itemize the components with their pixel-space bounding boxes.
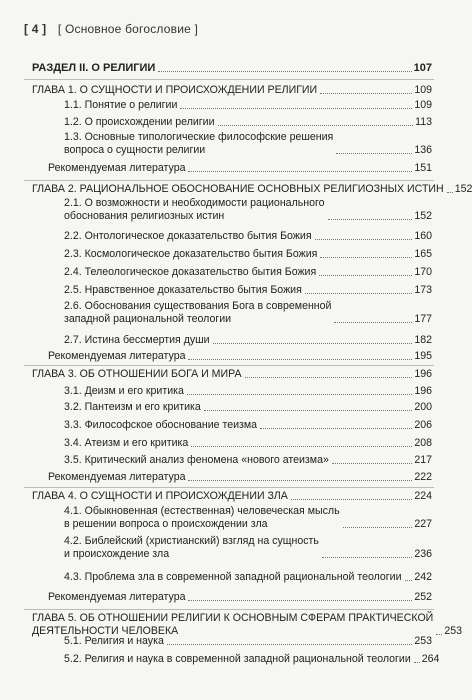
dot-leader	[336, 153, 412, 154]
dot-leader	[204, 410, 413, 411]
toc-page-number: 264	[421, 653, 440, 665]
toc-page-number: 165	[414, 248, 432, 260]
toc-entry-title: 3.1. Деизм и его критика	[64, 385, 184, 397]
toc-subsection[interactable]	[64, 571, 432, 584]
toc-entry-title: обоснования религиозных истин	[64, 210, 225, 222]
toc-entry-title: ГЛАВА 3. ОБ ОТНОШЕНИИ БОГА И МИРА	[32, 368, 242, 380]
toc-subsection[interactable]	[64, 284, 432, 297]
chapter-divider	[24, 180, 434, 181]
dot-leader	[180, 108, 412, 109]
toc-entry-title: вопроса о сущности религии	[64, 144, 206, 156]
toc-page-number: 136	[414, 144, 432, 156]
running-section-title: [ Основное богословие ]	[57, 22, 199, 36]
dot-leader	[436, 634, 442, 635]
toc-subsection[interactable]	[64, 535, 432, 561]
toc-subsection[interactable]	[64, 419, 432, 432]
toc-page-number: 253	[414, 635, 432, 647]
toc-page-number: 200	[414, 401, 432, 413]
dot-leader	[218, 125, 414, 126]
dot-leader	[319, 275, 412, 276]
toc-page-number: 217	[414, 454, 432, 466]
toc-entry-title: и происхождение зла	[64, 548, 170, 560]
toc-entry-title: 3.4. Атеизм и его критика	[64, 437, 189, 449]
chapter-divider	[24, 487, 434, 488]
toc-page-number: 109	[414, 84, 432, 96]
toc-subsection[interactable]	[64, 385, 432, 398]
dot-leader	[328, 219, 413, 220]
dot-leader	[332, 463, 412, 464]
toc-page-number: 242	[414, 571, 432, 583]
page-number: [ 4 ]	[24, 22, 47, 36]
toc-page-number: 227	[414, 518, 432, 530]
toc-page-number: 113	[415, 116, 432, 128]
toc-references[interactable]	[48, 162, 432, 175]
dot-leader	[260, 428, 412, 429]
dot-leader	[213, 343, 413, 344]
toc-page-number: 196	[414, 368, 432, 380]
toc-subsection[interactable]	[64, 197, 432, 223]
dot-leader	[343, 527, 413, 528]
toc-references[interactable]	[48, 471, 432, 484]
toc-entry-title: 2.7. Истина бессмертия души	[64, 334, 210, 346]
dot-leader	[305, 293, 412, 294]
toc-chapter[interactable]	[32, 84, 432, 97]
toc-references[interactable]	[48, 591, 432, 604]
dot-leader	[320, 257, 412, 258]
toc-page-number: 253	[444, 625, 462, 637]
toc-subsection[interactable]	[64, 505, 432, 531]
toc-entry-title: 2.3. Космологическое доказательство бытия Божия	[64, 248, 318, 260]
toc-page-number: 152	[454, 183, 472, 195]
toc-subsection[interactable]	[64, 653, 440, 666]
toc-entry-title: Рекомендуемая литература	[48, 162, 186, 174]
dot-leader	[447, 192, 453, 193]
dot-leader	[405, 580, 413, 581]
toc-entry-title: ГЛАВА 1. О СУЩНОСТИ И ПРОИСХОЖДЕНИИ РЕЛИГИИ	[32, 84, 318, 96]
toc-subsection[interactable]	[64, 266, 432, 279]
chapter-divider	[24, 609, 434, 610]
toc-entry-title: 4.2. Библейский (христианский) взгляд на сущность	[64, 535, 319, 547]
toc-page-number: 109	[414, 99, 432, 111]
toc-entry-title: 4.1. Обыкновенная (естественная) человеческая мысль	[64, 505, 340, 517]
toc-page-number: 224	[414, 490, 432, 502]
toc-chapter[interactable]	[32, 490, 432, 503]
dot-leader	[167, 644, 412, 645]
toc-references[interactable]	[48, 350, 432, 363]
toc-entry-title: ДЕЯТЕЛЬНОСТИ ЧЕЛОВЕКА	[32, 625, 179, 637]
dot-leader	[414, 662, 420, 663]
toc-entry-title: 3.5. Критический анализ феномена «нового атеизма»	[64, 454, 329, 466]
toc-entry-title: ГЛАВА 2. РАЦИОНАЛЬНОЕ ОБОСНОВАНИЕ ОСНОВНЫХ РЕЛИГИОЗНЫХ ИСТИН	[32, 183, 444, 195]
dot-leader	[315, 239, 413, 240]
toc-page-number: 195	[414, 350, 432, 362]
toc-subsection[interactable]	[64, 334, 432, 347]
dot-leader	[187, 394, 412, 395]
toc-entry-title: РАЗДЕЛ II. О РЕЛИГИИ	[32, 62, 156, 74]
toc-subsection[interactable]	[64, 230, 432, 243]
dot-leader	[291, 499, 413, 500]
toc-page-number: 252	[414, 591, 432, 603]
toc-page-number: 208	[414, 437, 432, 449]
toc-entry-title: 2.1. О возможности и необходимости рационального	[64, 197, 325, 209]
toc-page-number: 222	[414, 471, 432, 483]
toc-subsection[interactable]	[64, 300, 432, 326]
toc-entry-title: 5.2. Религия и наука в современной западной рациональной теологии	[64, 653, 411, 665]
toc-page-number: 206	[414, 419, 432, 431]
toc-entry-title: в решении вопроса о происхождении зла	[64, 518, 268, 530]
dot-leader	[245, 377, 413, 378]
toc-page-number: 151	[414, 162, 432, 174]
toc-entry-title: 1.1. Понятие о религии	[64, 99, 178, 111]
toc-page-number: 160	[414, 230, 432, 242]
toc-subsection[interactable]	[64, 401, 432, 414]
toc-page-number: 196	[414, 385, 432, 397]
dot-leader	[188, 359, 412, 360]
toc-subsection[interactable]	[64, 116, 432, 129]
toc-entry-title: 2.5. Нравственное доказательство бытия Божия	[64, 284, 302, 296]
dot-leader	[191, 446, 412, 447]
toc-subsection[interactable]	[64, 454, 432, 467]
toc-entry-title: 2.4. Телеологическое доказательство бытия Божия	[64, 266, 317, 278]
toc-page-number: 177	[414, 313, 432, 325]
dot-leader	[188, 600, 412, 601]
toc-page-number: 107	[413, 62, 432, 74]
chapter-divider	[24, 365, 434, 366]
toc-entry-title: ГЛАВА 5. ОБ ОТНОШЕНИИ РЕЛИГИИ К ОСНОВНЫМ СФЕРАМ ПРАКТИЧЕСКОЙ	[32, 612, 434, 624]
running-header	[24, 22, 198, 36]
toc-subsection[interactable]	[64, 635, 432, 648]
toc-entry-title: западной рациональной теологии	[64, 313, 232, 325]
toc-chapter[interactable]	[32, 368, 432, 381]
toc-entry-title: 1.2. О происхождении религии	[64, 116, 215, 128]
dot-leader	[188, 171, 412, 172]
toc-entry-title: 2.2. Онтологическое доказательство бытия Божия	[64, 230, 312, 242]
toc-entry-title: 2.6. Обоснования существования Бога в современной	[64, 300, 332, 312]
toc-entry-title: ГЛАВА 4. О СУЩНОСТИ И ПРОИСХОЖДЕНИИ ЗЛА	[32, 490, 288, 502]
toc-chapter[interactable]	[32, 183, 472, 196]
dot-leader	[158, 71, 411, 72]
toc-page-number: 170	[414, 266, 432, 278]
toc-subsection[interactable]	[64, 131, 432, 157]
toc-entry-title: 4.3. Проблема зла в современной западной рациональной теологии	[64, 571, 402, 583]
dot-leader	[334, 322, 412, 323]
dot-leader	[320, 93, 412, 94]
toc-entry-title: 1.3. Основные типологические философские решения	[64, 131, 334, 143]
toc-page-number: 173	[414, 284, 432, 296]
chapter-divider	[24, 79, 434, 80]
toc-entry-title: 3.3. Философское обоснование теизма	[64, 419, 258, 431]
toc-page-number: 236	[414, 548, 432, 560]
toc-subsection[interactable]	[64, 437, 432, 450]
toc-entry-title: Рекомендуемая литература	[48, 591, 186, 603]
toc-page-number: 152	[414, 210, 432, 222]
dot-leader	[322, 557, 412, 558]
toc-page-number: 182	[414, 334, 432, 346]
dot-leader	[188, 480, 412, 481]
toc-entry-title: Рекомендуемая литература	[48, 471, 186, 483]
toc-subsection[interactable]	[64, 248, 432, 261]
toc-entry-title: 3.2. Пантеизм и его критика	[64, 401, 201, 413]
toc-entry-title: Рекомендуемая литература	[48, 350, 186, 362]
toc-entry-title: 5.1. Религия и наука	[64, 635, 164, 647]
toc-section[interactable]	[32, 62, 432, 75]
toc-subsection[interactable]	[64, 99, 432, 112]
